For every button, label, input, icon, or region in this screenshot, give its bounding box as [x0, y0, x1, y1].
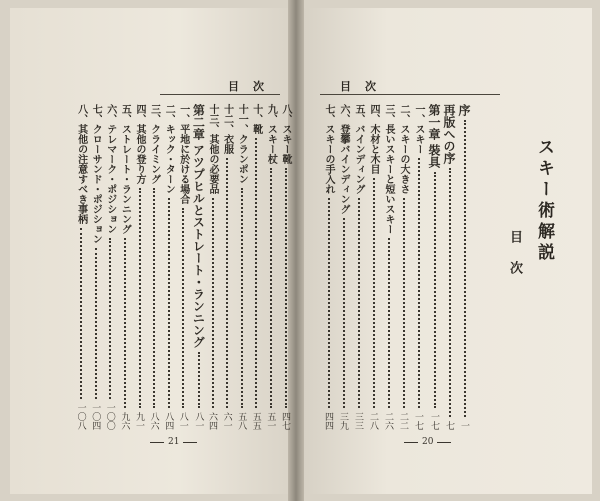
toc-leader-dots [285, 168, 287, 408]
toc-entry [381, 104, 396, 430]
toc-entry [441, 104, 458, 430]
toc-entry [411, 104, 426, 430]
toc-leader-dots [80, 228, 82, 399]
toc-entry-page: 六一 [221, 412, 232, 430]
toc-leader-dots [95, 248, 97, 399]
running-head-left: 目次 [228, 80, 278, 93]
toc-entry-title: 六、テレマーク・ポジション [104, 104, 116, 234]
toc-entry-page: 五五 [250, 412, 261, 430]
toc-entry-title: 四、木材と木目 [368, 104, 379, 174]
toc-leader-dots [343, 218, 345, 408]
toc-leader-dots [403, 198, 405, 408]
toc-entry-page: 一〇四 [90, 403, 101, 430]
toc-entry-page: 一 [459, 421, 469, 430]
toc-entry [147, 104, 162, 430]
toc-leader-dots [139, 188, 141, 408]
toc-entry [396, 104, 411, 430]
toc-leader-dots [464, 120, 466, 417]
folio-left [150, 437, 197, 447]
toc-entry [74, 104, 89, 430]
toc-entry [190, 104, 207, 430]
toc-entry-page: 八四 [163, 412, 174, 430]
toc-entry [426, 104, 443, 430]
toc-entry [278, 104, 293, 430]
toc-entry-page: 八六 [148, 412, 159, 430]
toc-entry-title: 九、スキー杖 [265, 104, 277, 164]
toc-entry-title: 四、其他の登り方 [134, 104, 145, 184]
toc-entry-page: 二六 [383, 412, 393, 430]
toc-entry [103, 104, 118, 430]
toc-leader-dots [255, 138, 257, 408]
toc-entry-page: 九六 [119, 412, 130, 430]
toc-leader-dots [198, 352, 200, 408]
toc-entry [336, 104, 351, 430]
toc-entry [263, 104, 278, 430]
toc-entry-title: 再版への序 [442, 104, 456, 164]
toc-entry-page: 五八 [236, 412, 247, 430]
toc-entry [88, 104, 103, 430]
toc-entry-page: 三九 [338, 412, 348, 430]
folio-right [404, 437, 451, 447]
running-head-right: 目次 [340, 80, 390, 93]
toc-leader-dots [328, 198, 330, 408]
toc-leader-dots [373, 178, 375, 408]
toc-entry-title: 十三、其他の必要品 [207, 104, 218, 194]
toc-entry [176, 104, 191, 430]
toc-leader-dots [270, 168, 272, 408]
folio-dash [437, 442, 451, 443]
toc-entry-page: 三三 [353, 412, 363, 430]
toc-entry-title: 一、平地に於ける場合 [177, 104, 189, 204]
toc-entry-page: 七 [444, 421, 454, 430]
toc-entry-page: 八一 [193, 412, 204, 430]
toc-entry-page: 一七 [413, 412, 423, 430]
toc-entry-title: 十、靴 [250, 104, 262, 134]
toc-leader-dots [358, 198, 360, 408]
toc-leader-dots [418, 158, 420, 408]
toc-entry-title: 七、クローサンド・ポジション [90, 104, 102, 244]
folio-dash [183, 442, 197, 443]
toc-leader-dots [226, 158, 228, 408]
toc-entry-title: 三、クライミング [148, 104, 160, 184]
toc-leader-dots [388, 238, 390, 408]
toc-entry-page: 四七 [280, 412, 290, 430]
toc-entry-title: 第二章 アツプヒルとストレート・ランニング [191, 104, 206, 349]
toc-entry-title: 五、ストレート・ランニング [119, 104, 131, 234]
toc-entry [456, 104, 473, 430]
toc-leader-dots [241, 188, 243, 408]
toc-entry-page: 八一 [177, 412, 188, 430]
toc-entry-title: 序 [457, 104, 471, 116]
book-title: スキー術解説 [534, 138, 554, 264]
toc-entry-title: 三、長いスキーと短いスキー [383, 104, 394, 234]
toc-entry [351, 104, 366, 430]
toc-leader-dots [212, 198, 214, 408]
toc-entry-title: 五、バインディング [353, 104, 364, 194]
toc-entry-title: 七、スキーの手入れ [323, 104, 334, 194]
folio-dash [150, 442, 164, 443]
toc-entry-title: 八、スキー靴 [280, 104, 291, 164]
folio-left-number: 21 [168, 437, 180, 447]
toc-entry-page: 一〇〇 [104, 403, 115, 430]
toc-entry-title: 十一、クランポン [236, 104, 248, 184]
header-rule-right [320, 94, 500, 95]
toc-leader-dots [153, 188, 155, 408]
toc-entry-title: 二、スキーの大きさ [398, 104, 409, 194]
toc-entry [321, 104, 336, 430]
folio-right-number: 20 [422, 437, 434, 447]
toc-entry-title: 二、キック・ターン [163, 104, 175, 194]
toc-entry-page: 二二 [398, 412, 408, 430]
toc-leader-dots [109, 238, 111, 399]
toc-leader-dots [124, 238, 126, 408]
toc-entry [249, 104, 264, 430]
toc-entry-title: 第一章 裝具 [427, 104, 441, 169]
toc-entry-title: 十二、衣服 [221, 104, 233, 154]
folio-dash [404, 442, 418, 443]
toc-entry-page: 二八 [368, 412, 378, 430]
toc-entry-title: 一、スキー [413, 104, 424, 154]
toc-entry-page: 六四 [207, 412, 217, 430]
toc-entry-page: 五一 [265, 412, 276, 430]
toc-entry [366, 104, 381, 430]
header-rule-left [160, 94, 280, 95]
toc-entry [234, 104, 249, 430]
toc-leader-dots [168, 198, 170, 408]
toc-entry [161, 104, 176, 430]
toc-entry-title: 八、其他の注意すべき事柄 [75, 104, 87, 224]
toc-leader-dots [434, 172, 436, 408]
toc-entry-page: 一〇八 [75, 403, 86, 430]
toc-entry [132, 104, 147, 430]
toc-entry-title: 六、登攀バインディング [338, 104, 349, 214]
toc-entry-page: 四四 [323, 412, 333, 430]
toc-entry-page: 九一 [134, 412, 144, 430]
toc-entry [220, 104, 235, 430]
toc-leader-dots [449, 168, 451, 417]
toc-label: 目次 [507, 230, 522, 292]
toc-leader-dots [182, 208, 184, 408]
toc-entry-page: 一七 [429, 412, 439, 430]
toc-entry [117, 104, 132, 430]
